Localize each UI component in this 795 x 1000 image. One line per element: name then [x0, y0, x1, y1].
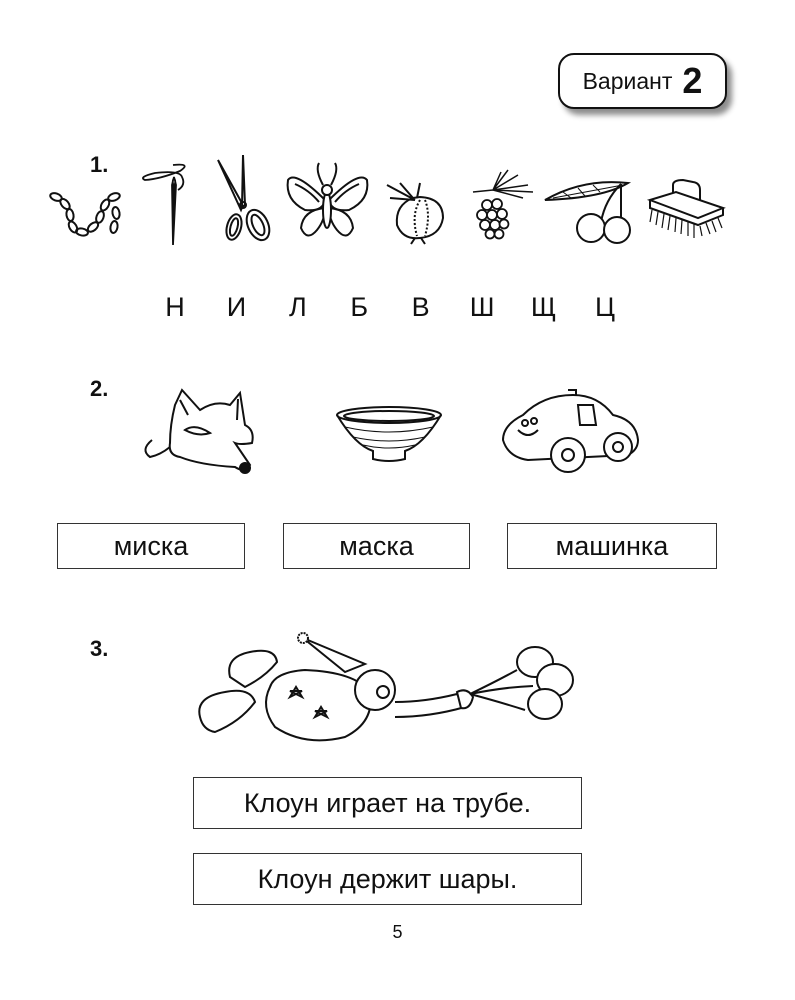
butterfly-icon: [285, 160, 370, 248]
task-3-number: 3.: [90, 636, 109, 661]
word-box[interactable]: [507, 523, 717, 569]
clown-with-balloons-icon: [195, 632, 585, 752]
task-2-number: 2.: [90, 376, 109, 401]
word-box[interactable]: [57, 523, 245, 569]
word-label: машинка: [555, 530, 669, 561]
bowl-icon: [335, 405, 445, 465]
word-label: миска: [113, 530, 189, 561]
sentence-label: Клоун держит шары.: [257, 863, 518, 894]
letter: Н: [165, 292, 185, 322]
word-box[interactable]: [283, 523, 470, 569]
brush-icon: [648, 180, 728, 245]
variant-number: 2: [682, 60, 703, 101]
sentence-box[interactable]: [193, 853, 582, 905]
toy-car-icon: [498, 385, 643, 480]
letter: Ц: [594, 292, 615, 322]
variant-badge: [558, 53, 727, 109]
cherries-icon: [543, 180, 638, 245]
task-1-letters: [140, 292, 640, 323]
letter: Л: [288, 292, 307, 322]
sentence-label: Клоун играет на трубе.: [243, 787, 532, 818]
variant-label: Вариант: [582, 67, 673, 94]
word-label: маска: [339, 530, 414, 561]
pine-cone-icon: [463, 170, 535, 245]
fox-mask-icon: [140, 385, 270, 475]
needle-icon: [140, 155, 195, 250]
scissors-icon: [215, 155, 275, 245]
letter: Щ: [530, 292, 557, 322]
sentence-box[interactable]: [193, 777, 582, 829]
task-1-number: 1.: [90, 152, 109, 177]
letter: Ш: [469, 292, 495, 322]
letter: И: [226, 292, 247, 322]
page-number: 5: [392, 922, 403, 942]
letter: В: [411, 292, 430, 322]
onion-icon: [385, 180, 455, 245]
chain-icon: [48, 185, 123, 245]
letter: Б: [350, 292, 369, 322]
